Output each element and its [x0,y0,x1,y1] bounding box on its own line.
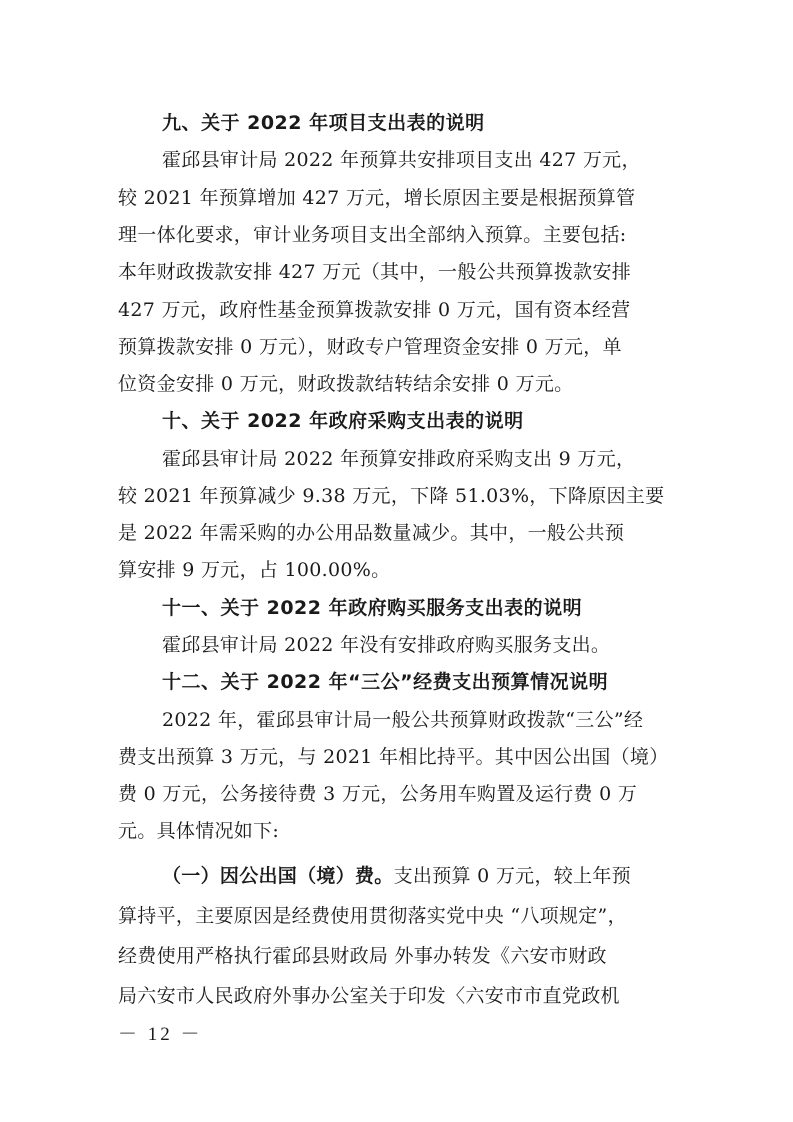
section-10-heading: 十、关于 2022 年政府采购支出表的说明 [162,410,524,432]
subsection-1-line: 算持平，主要原因是经费使用贯彻落实党中央 “八项规定”， [118,905,627,927]
section-9-line: 位资金安排 0 万元，财政拨款结转结余安排 0 万元。 [118,373,574,395]
page-number: － 12 － [118,1024,203,1045]
subsection-1-text: 支出预算 0 万元，较上年预 [393,865,631,887]
subsection-1-line: 经费使用严格执行霍邱县财政局 外事办转发《六安市财政 [118,945,607,967]
section-9-line: 理一体化要求，审计业务项目支出全部纳入预算。主要包括: [118,224,627,246]
section-9-line: 较 2021 年预算增加 427 万元，增长原因主要是根据预算管 [118,187,636,209]
section-12-line: 费 0 万元，公务接待费 3 万元，公务用车购置及运行费 0 万 [118,783,638,805]
subsection-1-line: 局六安市人民政府外事办公室关于印发〈六安市市直党政机 [118,985,620,1007]
section-9-heading: 九、关于 2022 年项目支出表的说明 [162,112,485,134]
section-9-line: 本年财政拨款安排 427 万元（其中，一般公共预算拨款安排 [118,261,632,283]
subsection-1-title: （一）因公出国（境）费。 [162,865,394,887]
subsection-1-lead [0,858,793,894]
section-11-line: 霍邱县审计局 2022 年没有安排政府购买服务支出。 [162,634,611,656]
section-10-line: 霍邱县审计局 2022 年预算安排政府采购支出 9 万元， [162,448,636,470]
section-12-line: 元。具体情况如下: [118,820,280,842]
section-9-line: 427 万元，政府性基金预算拨款安排 0 万元，国有资本经营 [118,299,631,321]
section-9-line: 霍邱县审计局 2022 年预算共安排项目支出 427 万元， [162,149,641,171]
section-10-line: 较 2021 年预算减少 9.38 万元，下降 51.03%，下降原因主要 [118,485,665,507]
section-11-heading: 十一、关于 2022 年政府购买服务支出表的说明 [162,597,583,619]
section-9-line: 预算拨款安排 0 万元），财政专户管理资金安排 0 万元，单 [118,336,622,358]
section-12-heading: 十二、关于 2022 年“三公”经费支出预算情况说明 [162,671,609,693]
section-10-line: 算安排 9 万元，占 100.00%。 [118,559,391,581]
section-12-line: 费支出预算 3 万元，与 2021 年相比持平。其中因公出国（境） [118,746,669,768]
section-12-line: 2022 年，霍邱县审计局一般公共预算财政拨款“三公”经 [162,709,644,731]
section-10-line: 是 2022 年需采购的办公用品数量减少。其中，一般公共预 [118,522,625,544]
